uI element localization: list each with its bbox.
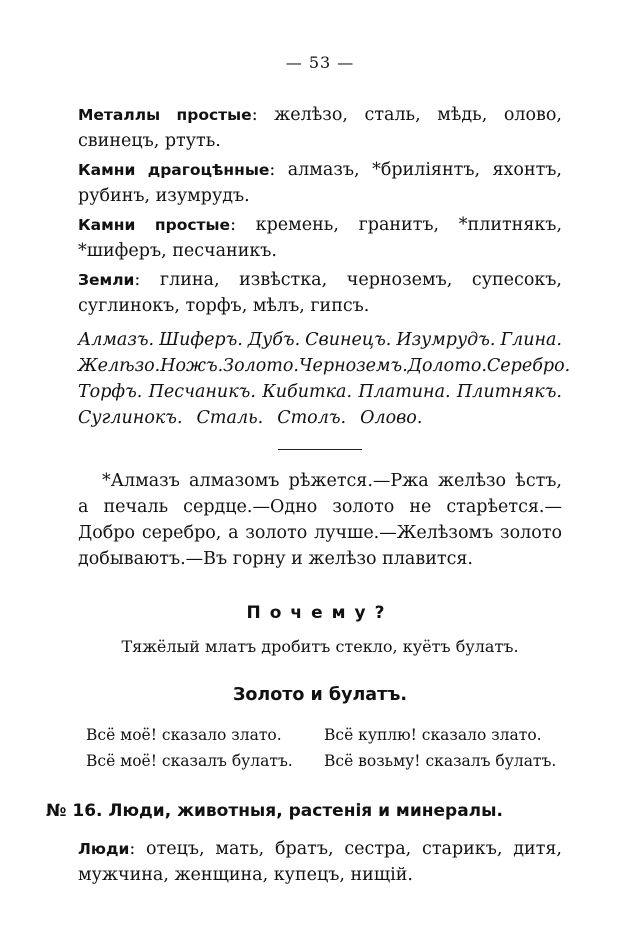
category-metals xyxy=(78,102,562,154)
category-term: Металлы простые xyxy=(78,106,252,124)
category-list: : желѣзо, сталь, мѣдь, олово, свинецъ, ртуть. xyxy=(78,105,562,151)
category-list: : отецъ, мать, братъ, сестра, старикъ, дитя, мужчина, женщина, купецъ, нищій. xyxy=(78,839,562,885)
poem-line: Всё моё! сказалъ булатъ. xyxy=(86,752,293,770)
book-page xyxy=(46,50,571,891)
category-precious-stones xyxy=(78,157,562,209)
poem-line: Всё куплю! сказало злато. xyxy=(324,726,542,744)
category-list: : кремень, гранитъ, *плитнякъ, *шиферъ, песчаникъ. xyxy=(78,215,563,261)
cursive-word: Суглинокъ. xyxy=(78,408,183,428)
cursive-row xyxy=(78,353,571,379)
cursive-word: Платина. xyxy=(358,382,451,402)
poem xyxy=(78,722,562,774)
poem-line: Всё возьму! сказалъ булатъ. xyxy=(324,752,557,770)
poem-title: Золото и булатъ. xyxy=(232,685,408,705)
cursive-word: Дубъ. xyxy=(247,330,301,350)
category-simple-stones xyxy=(78,212,562,264)
section-divider xyxy=(278,449,362,450)
cursive-word: Плитнякъ. xyxy=(456,382,562,402)
cursive-row xyxy=(78,327,562,353)
cursive-word: Ножъ. xyxy=(160,356,224,376)
category-list: : алмазъ, *бриліянтъ, яхонтъ, рубинъ, изумрудъ. xyxy=(78,160,562,206)
category-earths xyxy=(78,267,562,319)
section-title: № 16. Люди, животныя, растенія и минералы. xyxy=(46,801,503,821)
cursive-word: Серебро. xyxy=(486,356,571,376)
cursive-word: Олово. xyxy=(360,408,423,428)
cursive-word: Сталь. xyxy=(196,408,264,428)
category-list: : глина, извѣстка, черноземъ, супесокъ, суглинокъ, торфъ, мѣлъ, гипсъ. xyxy=(78,270,562,316)
cursive-word: Столъ. xyxy=(277,408,347,428)
cursive-word: Золото. xyxy=(223,356,299,376)
cursive-word: Кибитка. xyxy=(262,382,353,402)
cursive-word: Торфъ. xyxy=(78,382,143,402)
cursive-word: Алмазъ. xyxy=(78,330,155,350)
why-sentence: Тяжёлый млатъ дробитъ стекло, куётъ булатъ. xyxy=(121,637,519,656)
cursive-word: Глина. xyxy=(500,330,562,350)
category-term: Люди xyxy=(78,840,130,858)
why-heading: Почему? xyxy=(246,603,394,623)
category-term: Камни драгоцѣнные xyxy=(78,161,270,179)
cursive-word: Долото. xyxy=(407,356,487,376)
proverbs-paragraph: *Алмазъ алмазомъ рѣжется.—Ржа желѣзо ѣстъ, а печаль сердце.—Одно золото не старѣется.—Добро серебро, а золото лучше.—Желѣзомъ золото добываютъ.—Въ горну и желѣзо плавится. xyxy=(78,471,562,569)
cursive-row xyxy=(78,379,562,405)
page-number: — 53 — xyxy=(285,53,355,72)
cursive-word: Шиферъ. xyxy=(159,330,243,350)
cursive-word-block xyxy=(78,327,571,431)
cursive-word: Черноземъ. xyxy=(298,356,408,376)
cursive-word: Изумрудъ. xyxy=(396,330,496,350)
cursive-word: Желѣзо. xyxy=(78,356,161,376)
cursive-word: Песчаникъ. xyxy=(148,382,256,402)
cursive-word: Свинецъ. xyxy=(305,330,392,350)
cursive-row xyxy=(78,405,562,431)
category-people xyxy=(78,836,562,888)
poem-line: Всё моё! сказало злато. xyxy=(86,726,282,744)
category-term: Земли xyxy=(78,271,135,289)
category-term: Камни простые xyxy=(78,216,231,234)
